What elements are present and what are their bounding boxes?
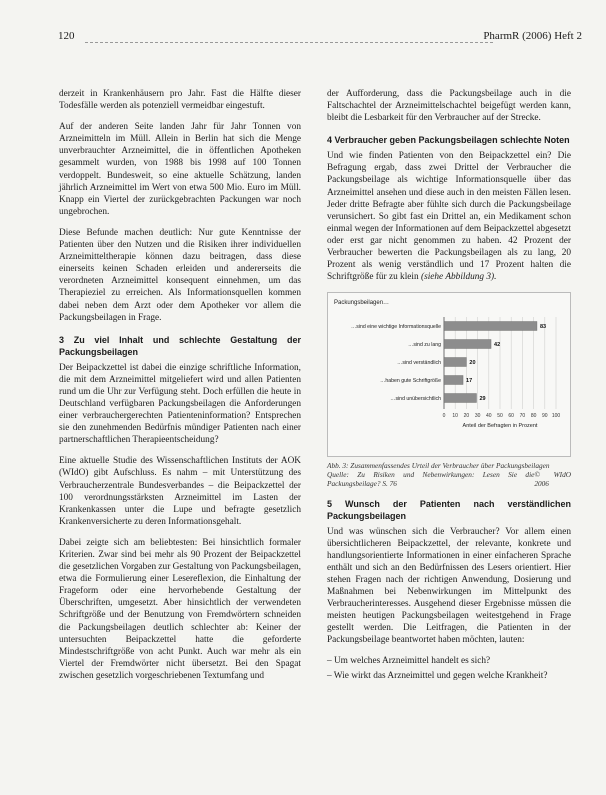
- x-tick-label: 80: [530, 413, 537, 420]
- x-tick-label: 10: [452, 413, 458, 420]
- header-rule: [85, 42, 493, 43]
- caption-source: Quelle: Zu Risiken und Nebenwirkungen: Lesen Sie die Packungsbeilage? S. 76: [327, 469, 535, 488]
- x-tick-label: 30: [474, 413, 481, 420]
- x-tick-label: 40: [486, 413, 492, 420]
- bar: [444, 394, 476, 403]
- paragraph: [327, 150, 571, 283]
- category-label: …sind eine wichtige Informationsquelle: [351, 324, 441, 331]
- paragraph: Und was wünschen sich die Verbraucher? Vor allem einen übersichtlicheren Beipackzettel, der relevante, konkrete und handlungsorientierte Informationen in einer einfacheren Sprache enthält und sich an den Bedürfnissen des Lesers orientiert. Hier stehen Fragen nach der richtigen Anwendung, Dosierung und Maßnahmen bei Nebenwirkungen im Mittelpunkt des Verbraucherinteresses. Ausgehend dieser Ergebnisse müssen die meisten heutigen Packungsbeilagen weitestgehend in Frage gestellt werden. Die Leitfragen, die Patienten in der Packungsbeilage beantwortet haben möchten, lauten:: [327, 526, 571, 646]
- data-label: 83: [539, 324, 547, 331]
- chart-title: Packungsbeilagen…: [334, 300, 390, 307]
- category-label: …sind zu lang: [408, 342, 441, 349]
- paragraph: Der Beipackzettel ist dabei die einzige schriftliche Information, die mit dem Arzneimittel mitgeliefert wird und allen Patienten rund um die Uhr zur Verfügung steht. Doch erfüllen die heute in Deutschland verfügbaren Packungsbeilagen die Anforderungen einer verbrauchergerechten Patienteninformation? Entsprechen sie den zunehmenden Bedürfnis mündiger Patienten nach einer partnerschaftlichen Therapieentscheidung?: [59, 362, 301, 446]
- caption-copyright: © WIdO 2006: [534, 469, 571, 488]
- data-label: 17: [466, 378, 473, 385]
- bar: [444, 376, 463, 385]
- x-tick-label: 0: [442, 413, 446, 420]
- paragraph: derzeit in Krankenhäusern pro Jahr. Fast die Hälfte dieser Todesfälle werden als potenziell vermeidbar eingestuft.: [59, 89, 301, 112]
- figure-reference: (siehe Abbildung 3).: [420, 272, 497, 283]
- list-item: – Wie wirkt das Arzneimittel und gegen welche Krankheit?: [327, 670, 548, 681]
- bar: [444, 322, 537, 331]
- data-label: 29: [479, 396, 486, 403]
- list-item: – Um welches Arzneimittel handelt es sich?: [327, 656, 491, 667]
- bar-chart: [334, 313, 564, 445]
- paragraph: Dabei zeigte sich am beliebtesten: Bei hinsichtlich formaler Kriterien. Zwar sind bei mehr als 90 Prozent der Beipackzettel die gesetzlichen Vorgaben zur Gestaltung von Packungsbeilagen, etwa die Formulierung einer Lesereflexion, die Einhaltung der Frageform oder eine hervorhebende Gestaltung der Überschriften, umgesetzt. Aber hinsichtlich der verwendeten Schriftgröße und der Benutzung von Fremdwörtern schneiden die Packungsbeilagen deutlich schlechter ab: Keiner der untersuchten Beipackzettel hatte die geforderte Mindestschriftgröße von acht Punkt. Auch war mehr als ein Viertel der Fremdwörter nicht übersetzt. Bei den Spagat zwischen gesetzlich vorgeschriebenen Textumfang und: [59, 537, 301, 681]
- page-number: 120: [58, 30, 75, 42]
- journal-title: PharmR (2006) Heft 2: [483, 30, 582, 42]
- right-column: [327, 88, 571, 684]
- paragraph: Auf der anderen Seite landen Jahr für Jahr Tonnen von Arzneimitteln im Müll. Allein in Berlin hat sich die Menge unverbrauchter Arzneimittel, die in öffentlichen Apotheken gesammelt wurden, von 1988 bis 1998 auf 100 Tonnen verdoppelt. Bundesweit, so eine aktuelle Schätzung, landen jährlich Arzneimittel im Wert von etwa 500 Mio. Euro im Müll. Knapp ein Viertel der zurückgebrachten Packungen war noch ungebrochen.: [59, 122, 301, 217]
- section-heading: 4 Verbraucher geben Packungsbeilagen schlechte Noten: [327, 135, 570, 146]
- left-column: [59, 88, 301, 691]
- figure-3: [327, 292, 571, 456]
- section-heading: 5 Wunsch der Patienten nach verständlichen Packungsbeilagen: [327, 498, 571, 521]
- x-tick-label: 50: [497, 413, 503, 420]
- x-tick-label: 60: [508, 413, 514, 420]
- category-label: …sind unübersichtlich: [390, 396, 441, 403]
- page-header: [0, 0, 606, 46]
- paragraph: Eine aktuelle Studie des Wissenschaftlichen Instituts der AOK (WIdO) gibt Aufschluss. Es nahm – mit Unterstützung des Verbraucherzentrale Bundesverbandes – die Beipackzettel der 100 verordnungsstärksten Arzneimittel im Lasten der Krankenkassen unter die Lupe und befragte gesetzlich Krankenversicherte zu deren Informationsgehalt.: [59, 456, 301, 527]
- category-label: …haben gute Schriftgröße: [380, 378, 441, 385]
- x-tick-label: 90: [542, 413, 548, 420]
- data-label: 20: [469, 360, 476, 367]
- figure-caption: [327, 461, 571, 488]
- data-label: 42: [494, 342, 501, 349]
- caption-text: Abb. 3: Zusammenfassendes Urteil der Verbraucher über Packungsbeilagen: [327, 460, 550, 470]
- paragraph: Diese Befunde machen deutlich: Nur gute Kenntnisse der Patienten über den Nutzen und die Risiken ihrer individuellen Arzneimitteltherapie können dazu beitragen, dass diese einerseits keinen Schaden erleiden und andererseits die verordneten Arzneimittel konsequent einnehmen, um das Therapieziel zu erreichen. Als Informationsquellen kommen dabei neben dem Arzt oder dem Apotheker vor allem die Packungsbeilagen in Frage.: [59, 227, 301, 323]
- paragraph: der Aufforderung, dass die Packungsbeilage auch in die Faltschachtel der Arzneimittelschachtel beigefügt werden kann, bleibt die Lesbarkeit für den Verbraucher auf der Strecke.: [327, 89, 571, 124]
- x-axis-label: Anteil der Befragten in Prozent: [462, 423, 538, 430]
- x-tick-label: 20: [463, 413, 470, 420]
- category-label: …sind verständlich: [397, 360, 441, 367]
- bar: [444, 358, 466, 367]
- paragraph-text: Und wie finden Patienten von den Beipackzettel ein? Die Befragung ergab, dass zwei Drittel der Verbraucher die Packungsbeilage als wichtige Informationsquelle über das Arzneimittel ansehen und diese auch in den meisten Fällen lesen. Jeder dritte Befragte aber fühlte sich durch die Packungsbeilage verunsichert. So gibt fast ein Drittel an, ein Medikament schon einmal wegen der Informationen auf dem Beipackzettel abgesetzt oder erst gar nicht genommen zu haben. 42 Prozent der Verbraucher bewerten die Packungsbeilagen als zu lang, 20 Prozent als wenig verständlich und 17 Prozent halten die Schriftgröße für zu klein: [327, 151, 571, 283]
- bar: [444, 340, 491, 349]
- x-tick-label: 70: [519, 413, 526, 420]
- section-heading: 3 Zu viel Inhalt und schlechte Gestaltung der Packungsbeilagen: [59, 334, 301, 357]
- x-tick-label: 100: [551, 413, 561, 420]
